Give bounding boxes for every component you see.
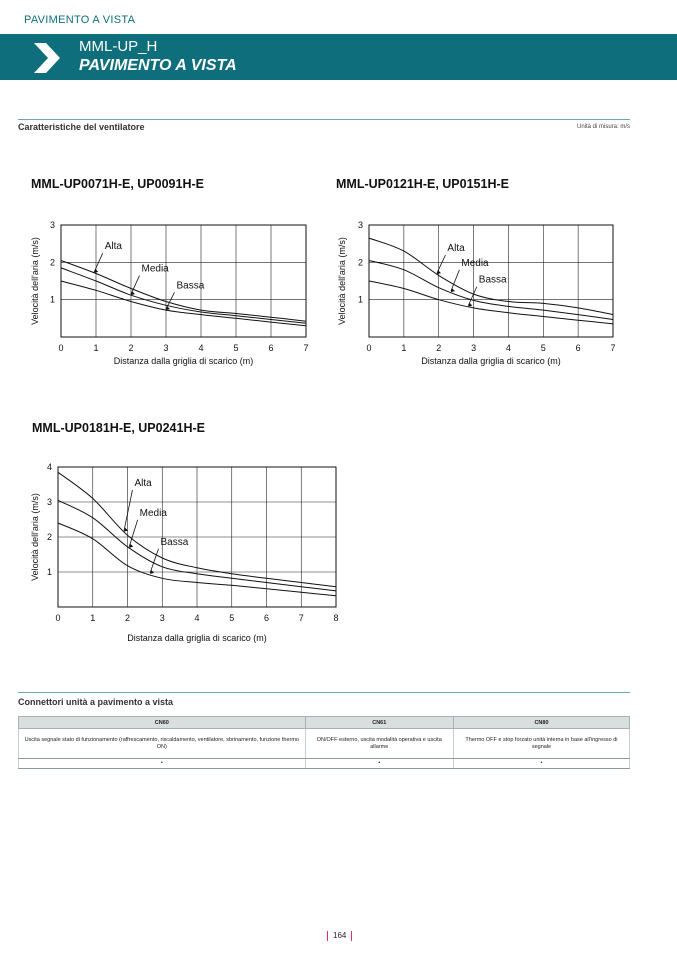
x-tick-label: 2 (436, 343, 442, 353)
y-tick-label: 1 (357, 294, 363, 305)
x-tick-label: 2 (128, 343, 134, 353)
cn80-description: Thermo OFF e stop forzato unità interna in base all'ingresso di segnale (453, 729, 629, 759)
fan-section-title: Caratteristiche del ventilatore (18, 122, 145, 132)
cn60-mark: • (19, 759, 306, 769)
page-number-value: 164 (333, 931, 347, 941)
x-tick-label: 1 (90, 613, 96, 623)
y-tick-label: 3 (49, 220, 55, 230)
x-axis-label: Distanza dalla griglia di scarico (m) (113, 356, 254, 366)
x-tick-label: 2 (124, 613, 131, 623)
series-leader-arrow (468, 303, 472, 307)
y-tick-label: 1 (46, 567, 52, 577)
cn60-description: Uscita segnale stato di funzionamento (raffrescamento, riscaldamento, ventilatore, sbrinamento, funzione thermo ON) (19, 729, 306, 759)
x-tick-label: 3 (163, 343, 169, 353)
x-tick-label: 6 (268, 343, 274, 353)
x-tick-label: 3 (159, 613, 165, 623)
connectors-section-title: Connettori unità a pavimento a vista (18, 697, 174, 707)
cn80-mark: • (453, 759, 629, 769)
x-axis-label: Distanza dalla griglia di scarico (m) (127, 633, 267, 643)
series-leader-arrow (166, 306, 170, 310)
series-line-bassa (369, 281, 613, 324)
series-label-media: Media (139, 507, 167, 519)
x-tick-label: 1 (93, 343, 99, 353)
chart-fan-0121-0151 (330, 210, 630, 375)
x-tick-label: 5 (233, 343, 239, 353)
x-tick-label: 0 (58, 343, 64, 353)
section-divider (18, 692, 630, 693)
page-title-model: MML-UP_H (79, 38, 158, 55)
x-tick-label: 4 (505, 343, 511, 353)
x-tick-label: 5 (229, 613, 235, 623)
chart-title-2: MML-UP0121H-E, UP0151H-E (336, 177, 509, 191)
series-label-media: Media (461, 257, 489, 269)
x-tick-label: 1 (401, 343, 407, 353)
chart-fan-0071-0091 (0, 210, 330, 375)
table-row (19, 729, 630, 759)
x-tick-label: 7 (610, 343, 616, 353)
x-tick-label: 4 (198, 343, 204, 353)
section-divider (18, 119, 630, 120)
y-tick-label: 2 (49, 257, 55, 268)
y-tick-label: 3 (357, 220, 363, 230)
series-line-media (61, 268, 306, 323)
table-header-row (19, 717, 630, 729)
x-tick-label: 0 (55, 613, 61, 623)
chart-title-1: MML-UP0071H-E, UP0091H-E (31, 177, 204, 191)
x-tick-label: 7 (298, 613, 304, 623)
x-tick-label: 6 (263, 613, 270, 623)
series-label-alta: Alta (134, 478, 152, 489)
cn61-description: ON/OFF esterno, uscita modalità operativa e uscita allarme (305, 729, 453, 759)
table-row (19, 759, 630, 769)
series-leader-line (124, 490, 132, 531)
col-header-cn80: CN80 (453, 717, 629, 729)
x-tick-label: 4 (194, 613, 200, 623)
series-label-bassa: Bassa (478, 274, 507, 286)
page-title-type: PAVIMENTO A VISTA (79, 57, 237, 74)
series-label-alta: Alta (447, 243, 465, 254)
y-axis-label: Velocità dell'aria (m/s) (337, 237, 347, 325)
y-tick-label: 4 (46, 462, 52, 472)
x-tick-label: 8 (333, 613, 339, 623)
x-tick-label: 7 (303, 343, 309, 353)
cn61-mark: • (305, 759, 453, 769)
x-tick-label: 5 (540, 343, 546, 353)
breadcrumb: PAVIMENTO A VISTA (24, 14, 136, 26)
series-leader-line (451, 270, 459, 291)
page-number (322, 931, 357, 941)
series-leader-arrow (131, 291, 135, 295)
x-axis-label: Distanza dalla griglia di scarico (m) (421, 356, 561, 366)
y-tick-label: 2 (357, 257, 363, 268)
chart-title-3: MML-UP0181H-E, UP0241H-E (32, 421, 205, 435)
series-leader-line (468, 287, 476, 306)
y-tick-label: 2 (46, 532, 52, 542)
x-tick-label: 0 (366, 343, 372, 353)
y-axis-label: Velocità dell'aria (m/s) (30, 237, 40, 325)
chart-fan-0181-0241 (0, 455, 360, 650)
header-banner (0, 34, 677, 80)
connectors-table (18, 716, 630, 769)
x-tick-label: 3 (471, 343, 477, 353)
y-tick-label: 3 (46, 497, 52, 507)
unit-note: Unità di misura: m/s (577, 124, 631, 130)
col-header-cn61: CN61 (305, 717, 453, 729)
x-tick-label: 6 (575, 343, 581, 353)
series-label-media: Media (141, 263, 169, 275)
chevron-right-icon (30, 40, 64, 76)
col-header-cn60: CN60 (19, 717, 306, 729)
series-label-bassa: Bassa (176, 280, 205, 292)
y-axis-label: Velocità dell'aria (m/s) (30, 493, 40, 581)
series-label-bassa: Bassa (160, 536, 189, 548)
y-tick-label: 1 (49, 294, 55, 305)
series-label-alta: Alta (104, 241, 122, 253)
